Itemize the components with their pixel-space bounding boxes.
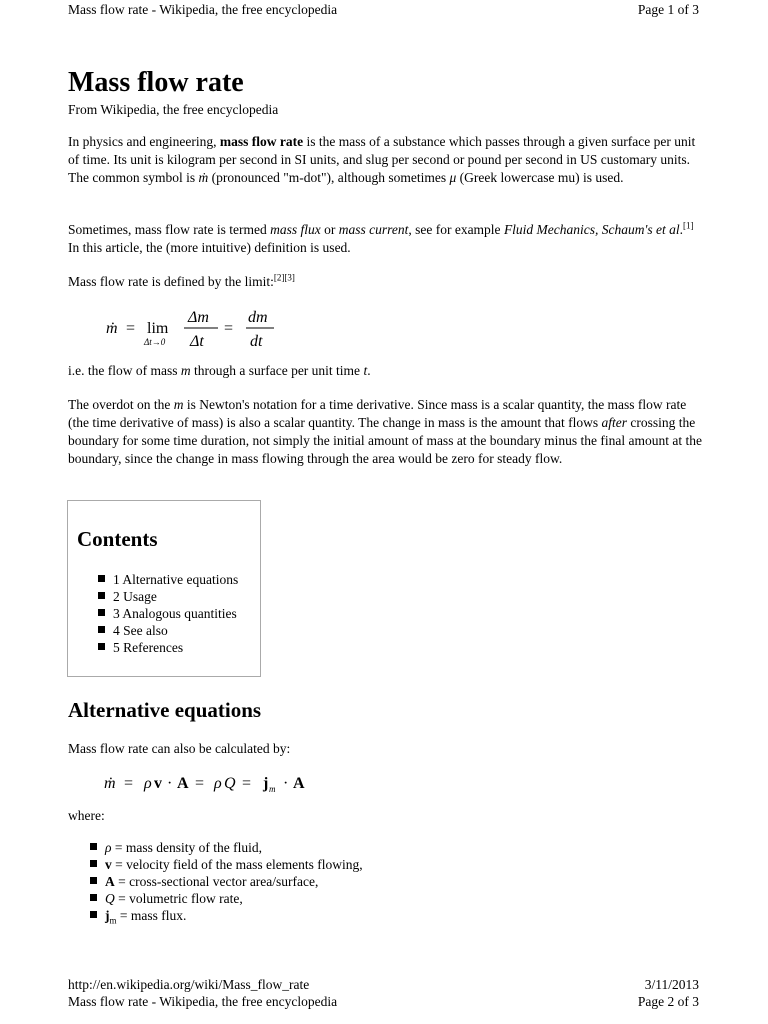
variable-symbol: ρ — [105, 840, 112, 855]
header-title: Mass flow rate - Wikipedia, the free encyclopedia — [68, 2, 338, 17]
eq2-equals-2: = — [195, 775, 205, 792]
bullet-icon — [90, 894, 97, 901]
p2-e: , see for example — [408, 222, 504, 237]
footer-page-number: Page 2 of 3 — [637, 994, 699, 1009]
variable-definition: = mass flux. — [116, 908, 187, 923]
p4-e: . — [367, 363, 371, 378]
interpretation-paragraph — [68, 362, 702, 380]
reference-link-1[interactable]: [1] — [683, 220, 694, 231]
header-page-number: Page 1 of 3 — [637, 2, 699, 17]
variable-subscript: m — [109, 915, 117, 926]
bullet-icon — [90, 877, 97, 884]
eq2-A-2: A — [293, 775, 305, 792]
alt-intro: Mass flow rate can also be calculated by: — [68, 741, 291, 756]
footer-date: 3/11/2013 — [644, 977, 699, 992]
p2-g: . — [679, 222, 684, 237]
bullet-icon — [90, 860, 97, 867]
p2-h: In this article, the (more intuitive) definition is used. — [68, 240, 351, 255]
p5-m: m — [173, 397, 184, 412]
eq1-denominator-2: dt — [250, 333, 263, 350]
variable-definitions — [90, 839, 363, 924]
eq2-dot-1: · — [167, 775, 173, 792]
eq1-equals: = — [126, 320, 136, 337]
where-label: where: — [68, 808, 105, 823]
alias-paragraph — [68, 221, 702, 257]
bullet-icon — [98, 626, 105, 633]
article-title: Mass flow rate — [68, 67, 244, 98]
eq2-m: ṁ — [104, 775, 116, 792]
p5-after: after — [601, 415, 627, 430]
bullet-icon — [90, 843, 97, 850]
p5-c: is Newton's notation for a time derivative. Since mass is a scalar quantity, the mass flow rate (the time derivative of mass) is also a scalar quantity. The change in mass is the amount that flows — [68, 397, 687, 430]
list-item — [90, 856, 363, 873]
eq1-denominator: Δt — [190, 333, 204, 350]
toc-item[interactable] — [98, 605, 238, 622]
eq2-j-subscript: m — [269, 784, 276, 794]
section-heading-alternative-equations: Alternative equations — [68, 698, 262, 722]
p4-t: t — [363, 363, 368, 378]
variable-symbol: v — [105, 857, 112, 872]
bullet-icon — [98, 643, 105, 650]
bold-term-mass-flow-rate: mass flow rate — [219, 134, 304, 149]
p2-a: Sometimes, mass flow rate is termed — [68, 222, 271, 237]
bullet-icon — [98, 592, 105, 599]
footer-url[interactable]: http://en.wikipedia.org/wiki/Mass_flow_rate — [68, 977, 310, 992]
list-item — [90, 839, 363, 856]
variable-definition: = velocity field of the mass elements flowing, — [111, 857, 363, 872]
bullet-icon — [98, 575, 105, 582]
toc-list — [98, 571, 238, 656]
p1-e: (Greek lowercase mu) is used. — [456, 170, 624, 185]
p5-a: The overdot on the — [68, 397, 174, 412]
toc-item[interactable] — [98, 571, 238, 588]
term-mass-current: mass current — [338, 222, 409, 237]
toc-item-label: 4 See also — [113, 623, 168, 638]
list-item — [90, 907, 363, 924]
definition-paragraph — [68, 273, 702, 291]
p2-c: or — [320, 222, 339, 237]
term-mass-flux: mass flux — [270, 222, 321, 237]
next-page-header — [68, 993, 699, 1011]
toc-item-label: 2 Usage — [113, 589, 157, 604]
m-dot-symbol: ṁ — [198, 170, 209, 185]
p5-e: crossing the boundary for some time duration, not simply the initial amount of mass at the boundary minus the final amount at the boundary, since the change in mass flowing through the area would be zero for steady flow. — [68, 415, 703, 466]
variable-symbol: j — [105, 908, 110, 923]
toc-heading: Contents — [77, 527, 158, 551]
cited-book-title: Fluid Mechanics, Schaum's et al — [503, 222, 680, 237]
variable-definition: = cross-sectional vector area/surface, — [114, 874, 319, 889]
p1-d: (pronounced "m-dot"), although sometimes — [208, 170, 450, 185]
article-subtitle: From Wikipedia, the free encyclopedia — [68, 102, 279, 117]
variable-definition: = volumetric flow rate, — [114, 891, 243, 906]
eq1-lim: lim — [147, 320, 169, 337]
table-of-contents — [67, 500, 261, 677]
p4-a: i.e. the flow of mass — [68, 363, 181, 378]
eq2-equals-3: = — [242, 775, 252, 792]
p4-m: m — [180, 363, 191, 378]
page-header — [68, 1, 699, 19]
eq2-dot-2: · — [283, 775, 289, 792]
mu-symbol: μ — [449, 170, 457, 185]
toc-item[interactable] — [98, 588, 238, 605]
eq2-equals-1: = — [124, 775, 134, 792]
eq2-j: j — [263, 775, 269, 792]
eq1-lim-subscript: Δt→0 — [144, 337, 166, 347]
list-item — [90, 873, 363, 890]
variable-symbol: Q — [105, 891, 115, 906]
overdot-paragraph — [68, 396, 702, 468]
eq2-A: A — [177, 775, 189, 792]
page-footer — [68, 976, 699, 994]
toc-item[interactable] — [98, 639, 238, 656]
variable-definition: = mass density of the fluid, — [111, 840, 262, 855]
p4-c: through a surface per unit time — [190, 363, 364, 378]
list-item — [90, 890, 363, 907]
eq1-numerator-2: dm — [248, 309, 268, 326]
eq2-rho-2: ρ — [214, 775, 222, 792]
eq2-rho: ρ — [144, 775, 152, 792]
eq1-equals-2: = — [224, 320, 234, 337]
reference-link-2-3[interactable]: [2][3] — [273, 272, 295, 283]
toc-item-label: 1 Alternative equations — [113, 572, 239, 587]
variable-symbol: A — [105, 874, 115, 889]
p1-c: is the mass of a substance which passes through a given surface per unit of time. Its unit is kilogram per second in SI units, and slug per second or pound per second in US customary units. The common symbol is — [68, 134, 696, 185]
mass-flow-limit-equation — [106, 304, 346, 354]
eq1-lhs: ṁ — [106, 320, 118, 337]
eq1-numerator: Δm — [188, 309, 209, 326]
p3-a: Mass flow rate is defined by the limit: — [68, 274, 274, 289]
p1-a: In physics and engineering, — [68, 134, 220, 149]
toc-item-label: 3 Analogous quantities — [113, 606, 237, 621]
intro-paragraph — [68, 133, 702, 187]
bullet-icon — [90, 911, 97, 918]
toc-item-label: 5 References — [113, 640, 184, 655]
bullet-icon — [98, 609, 105, 616]
toc-item[interactable] — [98, 622, 238, 639]
eq2-Q: Q — [224, 775, 236, 792]
alternative-equation — [104, 770, 354, 798]
footer-title: Mass flow rate - Wikipedia, the free encyclopedia — [68, 994, 338, 1009]
eq2-v: v — [154, 775, 162, 792]
